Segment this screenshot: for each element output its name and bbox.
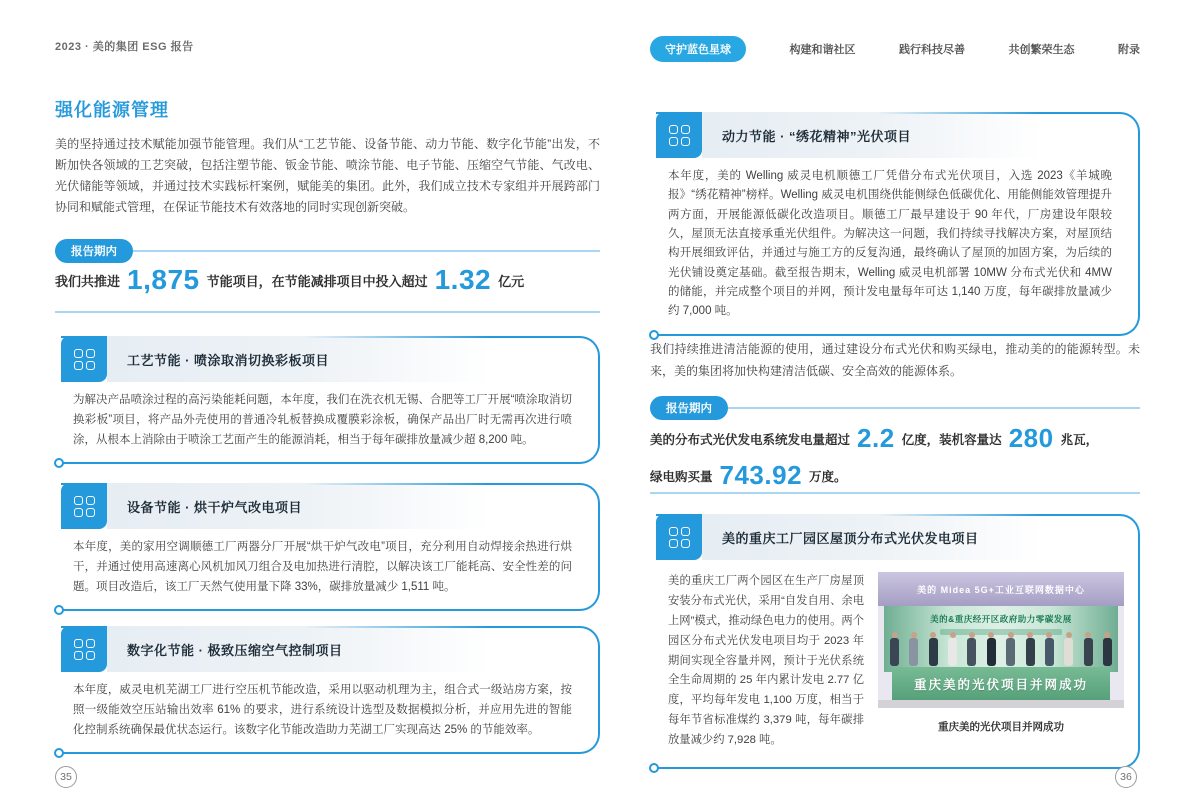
report-header: 2023 · 美的集团 ESG 报告: [55, 41, 194, 53]
stat-text: 节能项目，在节能减排项目中投入超过: [206, 273, 428, 289]
section-rule: [55, 311, 600, 313]
card-body: 本年度，美的 Welling 威灵电机顺德工厂凭借分布式光伏项目，入选 2023《羊城晚报》“绣花精神”榜样。Welling 威灵电机围绕供能侧绿色低碳优化、用能侧能效管理提升两方面，开展能源低碳化改造项目。顺德工厂最早建设于 90 年代，厂房建设年限较久，屋顶无法直接承重光伏组件。为解决这一问题，我们持续寻找解决方案，对屋顶结构开展细致评估，并通过与施工方的反复沟通，最终确认了屋顶的加固方案，为后续的光伏铺设奠定基础。截至报告期末，Welling 威灵电机部署 10MW 分布式光伏和 4MW 的储能，并完成整个项目的并网，预计发电量每年可达 1,140 万度，每年碳排放量减少约 7,000 吨。: [668, 170, 1112, 318]
ceremony-photo: [878, 572, 1124, 708]
card-header: [656, 112, 1138, 158]
four-squares-icon: [669, 527, 690, 548]
stat-value-capacity: 280: [1008, 423, 1054, 453]
stat-text: 万度。: [809, 469, 847, 484]
stat-value-investment: 1.32: [434, 264, 492, 295]
card-equipment-saving: [61, 483, 600, 611]
clean-energy-paragraph: 我们持续推进清洁能源的使用，通过建设分布式光伏和购买绿电，推动美的的能源转型。未来，美的集团将加快构建清洁低碳、安全高效的能源体系。: [650, 342, 1140, 379]
reporting-period-badge: 报告期内: [650, 396, 728, 420]
grid-icon: [656, 514, 702, 560]
photo-wall-text: 美的 Midea 5G+工业互联网数据中心: [878, 572, 1124, 606]
nav-tab-community[interactable]: 构建和谐社区: [789, 44, 856, 56]
nav-tab-appendix[interactable]: 附录: [1118, 44, 1140, 56]
four-squares-icon: [669, 125, 690, 146]
photo-block: [878, 572, 1124, 751]
nav-tab-blue-planet[interactable]: 守护蓝色星球: [650, 36, 746, 62]
photo-caption: 重庆美的光伏项目并网成功: [938, 721, 1064, 733]
stat-text: 绿电购买量: [650, 469, 713, 484]
card-content: [656, 560, 1138, 767]
card-header: [656, 514, 1138, 560]
card-header: [61, 626, 598, 672]
stat-text: 亿元: [498, 273, 525, 289]
four-squares-icon: [74, 496, 95, 517]
stat-text: 我们共推进: [55, 273, 121, 289]
card-title: 数字化节能 · 极致压缩空气控制项目: [107, 626, 598, 672]
reporting-period-row: [650, 396, 1140, 420]
card-header: [61, 336, 598, 382]
photo-floor: [878, 700, 1124, 708]
section-rule: [650, 492, 1140, 494]
section-title: 强化能源管理: [55, 100, 169, 120]
card-body: 为解决产品喷涂过程的高污染能耗问题，本年度，我们在洗衣机无锡、合肥等工厂开展“喷涂取消切换彩板”项目，将产品外壳使用的普通冷轧板替换成覆膜彩涂板，确保产品出厂时无需再次进行喷涂，从根本上消除由于喷涂工艺面产生的能源消耗，相当于每年碳排放量减少超 8,200 吨。: [73, 394, 572, 446]
reporting-period-badge: 报告期内: [55, 239, 133, 263]
card-title: 美的重庆工厂园区屋顶分布式光伏发电项目: [702, 514, 1138, 560]
stat-text: 美的分布式光伏发电系统发电量超过: [650, 432, 851, 447]
reporting-period-row: [55, 239, 600, 263]
page-number-right: 36: [1115, 766, 1137, 788]
card-title: 动力节能 · “绣花精神”光伏项目: [702, 112, 1138, 158]
grid-icon: [61, 626, 107, 672]
four-squares-icon: [74, 349, 95, 370]
intro-paragraph: 美的坚持通过技术赋能加强节能管理。我们从“工艺节能、设备节能、动力节能、数字化节能”出发，不断加快各领域的工艺突破，包括注塑节能、钣金节能、喷涂节能、电子节能、压缩空气节能、气改电、光伏储能等领域，并通过技术实践标杆案例，赋能美的集团。此外，我们成立技术专家组并开展跨部门协同和赋能式管理，在保证节能技术有效落地的同时实现创新突破。: [55, 137, 600, 214]
badge-rule: [133, 250, 600, 252]
card-body: 美的重庆工厂两个园区在生产厂房屋顶安装分布式光伏，采用“自发自用、余电上网”模式，推动绿色电力的使用。两个园区分布式光伏发电项目均于 2023 年期间实现全容量并网，预计于光伏系统全生命周期的 25 年内累计发电 2.77 亿度，平均每年发电 1,100 万度，相当于每年节省标准煤约 3,379 吨，每年碳排放量减少约 7,928 吨。: [668, 575, 864, 746]
chapter-nav: [650, 36, 1140, 62]
grid-icon: [656, 112, 702, 158]
card-body: 本年度，威灵电机芜湖工厂进行空压机节能改造，采用以驱动机理为主，组合式一级站房方案，按照一级能效空压站输出效率 61% 的要求，进行系统设计选型及数据模拟分析，并应用先进的智能化控制系统确保最优状态运行。该数字化节能改造助力芜湖工厂实现高达 25% 的节能效率。: [73, 684, 572, 736]
badge-rule: [728, 407, 1140, 409]
card-chongqing-pv: [656, 514, 1140, 769]
card-title: 工艺节能 · 喷涂取消切换彩板项目: [107, 336, 598, 382]
card-header: [61, 483, 598, 529]
screen-headline: 美的&重庆经开区政府助力零碳发展: [930, 614, 1072, 624]
nav-tab-prosperity[interactable]: 共创繁荣生态: [1008, 44, 1075, 56]
page-right: [650, 0, 1140, 809]
page-left: [55, 0, 600, 809]
card-title: 设备节能 · 烘干炉气改电项目: [107, 483, 598, 529]
grid-icon: [61, 483, 107, 529]
grid-icon: [61, 336, 107, 382]
stat-text: 亿度，装机容量达: [901, 432, 1002, 447]
energy-projects-stat: [55, 264, 600, 296]
card-process-saving: [61, 336, 600, 464]
ceremony-banner: 重庆美的光伏项目并网成功: [892, 667, 1110, 700]
pv-generation-stat: [650, 423, 1140, 454]
card-digital-saving: [61, 626, 600, 754]
card-body: 本年度，美的家用空调顺德工厂两器分厂开展“烘干炉气改电”项目，充分利用自动焊接余热进行烘干，并通过使用高速离心风机加风刀组合及电加热进行清腔，以解决该工厂能耗高、安全性差的问题。项目改造后，该工厂天然气使用量下降 33%，碳排放量减少 1,511 吨。: [73, 541, 572, 593]
page-number-left: 35: [55, 766, 77, 788]
stat-value-projects: 1,875: [127, 264, 200, 295]
four-squares-icon: [74, 639, 95, 660]
green-power-stat: [650, 460, 1140, 491]
card-power-pv: [656, 112, 1140, 336]
nav-tab-technology[interactable]: 践行科技尽善: [899, 44, 965, 56]
stat-value-green-power: 743.92: [719, 460, 803, 490]
stat-value-generation: 2.2: [857, 423, 895, 453]
stat-text: 兆瓦，: [1060, 432, 1099, 447]
